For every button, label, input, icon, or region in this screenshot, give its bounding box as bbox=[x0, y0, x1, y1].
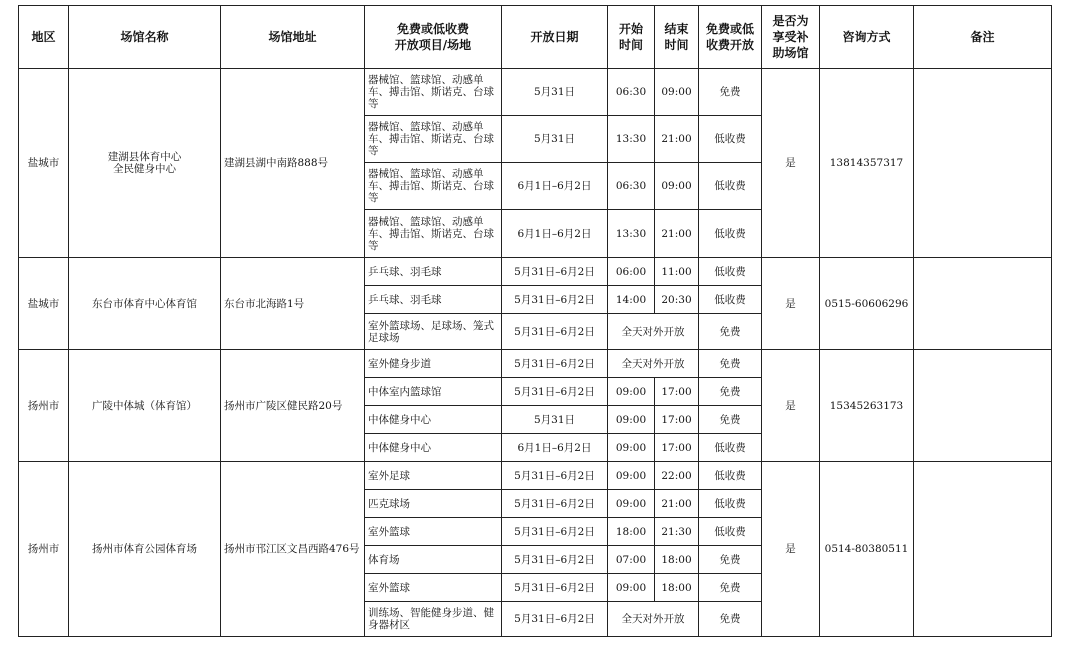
fee-type-cell: 免费 bbox=[699, 350, 762, 378]
region-cell: 扬州市 bbox=[19, 350, 69, 462]
end-time-cell: 18:00 bbox=[655, 546, 699, 574]
open-item-cell: 室外健身步道 bbox=[365, 350, 502, 378]
fee-type-cell: 免费 bbox=[699, 574, 762, 602]
subsidized-cell: 是 bbox=[762, 258, 820, 350]
header-subsidized-line2: 享受补 bbox=[772, 30, 809, 44]
venue-address-cell: 扬州市邗江区文昌西路476号 bbox=[221, 462, 365, 637]
table-row bbox=[19, 258, 1052, 286]
header-venue-name-label: 场馆名称 bbox=[120, 30, 169, 44]
open-item-cell: 中体健身中心 bbox=[365, 434, 502, 462]
header-region bbox=[19, 6, 69, 69]
header-start-time-line1: 开始 bbox=[618, 22, 643, 36]
open-item-cell: 室外足球 bbox=[365, 462, 502, 490]
fee-type-cell: 免费 bbox=[699, 546, 762, 574]
end-time-cell: 22:00 bbox=[655, 462, 699, 490]
header-region-label: 地区 bbox=[31, 30, 56, 44]
header-contact-label: 咨询方式 bbox=[842, 30, 891, 44]
end-time-cell: 09:00 bbox=[655, 163, 699, 210]
open-date-cell: 5月31日–6月2日 bbox=[502, 286, 608, 314]
region-cell: 盐城市 bbox=[19, 69, 69, 258]
open-date-cell: 5月31日–6月2日 bbox=[502, 258, 608, 286]
fee-type-cell: 低收费 bbox=[699, 518, 762, 546]
open-item-cell: 训练场、智能健身步道、健身器材区 bbox=[365, 602, 502, 637]
open-item-cell: 器械馆、篮球馆、动感单车、搏击馆、斯诺克、台球等 bbox=[365, 210, 502, 258]
open-item-cell: 乒乓球、羽毛球 bbox=[365, 258, 502, 286]
open-date-cell: 5月31日–6月2日 bbox=[502, 602, 608, 637]
venue-name-cell: 东台市体育中心体育馆 bbox=[69, 258, 221, 350]
open-date-cell: 5月31日–6月2日 bbox=[502, 546, 608, 574]
fee-type-cell: 低收费 bbox=[699, 116, 762, 163]
end-time-cell: 21:30 bbox=[655, 518, 699, 546]
header-start-time bbox=[608, 6, 655, 69]
open-item-cell: 室外篮球场、足球场、笼式足球场 bbox=[365, 314, 502, 350]
start-time-cell: 06:00 bbox=[608, 258, 655, 286]
fee-type-cell: 低收费 bbox=[699, 163, 762, 210]
start-time-cell: 06:30 bbox=[608, 163, 655, 210]
open-item-cell: 室外篮球 bbox=[365, 574, 502, 602]
open-date-cell: 5月31日 bbox=[502, 406, 608, 434]
end-time-cell: 17:00 bbox=[655, 406, 699, 434]
header-fee-type-line1: 免费或低 bbox=[705, 22, 754, 36]
fee-type-cell: 免费 bbox=[699, 378, 762, 406]
open-date-cell: 5月31日–6月2日 bbox=[502, 378, 608, 406]
fee-type-cell: 低收费 bbox=[699, 434, 762, 462]
open-date-cell: 5月31日 bbox=[502, 69, 608, 116]
open-date-cell: 5月31日–6月2日 bbox=[502, 350, 608, 378]
all-day-cell: 全天对外开放 bbox=[608, 602, 699, 637]
open-date-cell: 5月31日–6月2日 bbox=[502, 314, 608, 350]
header-venue-address bbox=[221, 6, 365, 69]
venue-name-cell: 建湖县体育中心 全民健身中心 bbox=[69, 69, 221, 258]
fee-type-cell: 低收费 bbox=[699, 286, 762, 314]
open-item-cell: 乒乓球、羽毛球 bbox=[365, 286, 502, 314]
region-cell: 盐城市 bbox=[19, 258, 69, 350]
subsidized-cell: 是 bbox=[762, 462, 820, 637]
end-time-cell: 21:00 bbox=[655, 210, 699, 258]
start-time-cell: 09:00 bbox=[608, 490, 655, 518]
open-item-cell: 匹克球场 bbox=[365, 490, 502, 518]
header-open-items-line2: 开放项目/场地 bbox=[394, 38, 472, 52]
contact-cell: 15345263173 bbox=[820, 350, 914, 462]
header-venue-address-label: 场馆地址 bbox=[268, 30, 317, 44]
table-row bbox=[19, 350, 1052, 378]
end-time-cell: 20:30 bbox=[655, 286, 699, 314]
end-time-cell: 21:00 bbox=[655, 116, 699, 163]
venue-address-cell: 东台市北海路1号 bbox=[221, 258, 365, 350]
fee-type-cell: 低收费 bbox=[699, 210, 762, 258]
open-item-cell: 室外篮球 bbox=[365, 518, 502, 546]
venue-opening-table bbox=[18, 5, 1052, 637]
start-time-cell: 18:00 bbox=[608, 518, 655, 546]
start-time-cell: 13:30 bbox=[608, 210, 655, 258]
open-date-cell: 5月31日–6月2日 bbox=[502, 518, 608, 546]
open-date-cell: 5月31日–6月2日 bbox=[502, 490, 608, 518]
open-date-cell: 6月1日–6月2日 bbox=[502, 434, 608, 462]
note-cell bbox=[914, 69, 1052, 258]
header-open-date bbox=[502, 6, 608, 69]
open-date-cell: 6月1日–6月2日 bbox=[502, 163, 608, 210]
header-note-label: 备注 bbox=[970, 30, 995, 44]
start-time-cell: 07:00 bbox=[608, 546, 655, 574]
header-subsidized bbox=[762, 6, 820, 69]
note-cell bbox=[914, 258, 1052, 350]
open-item-cell: 器械馆、篮球馆、动感单车、搏击馆、斯诺克、台球等 bbox=[365, 163, 502, 210]
start-time-cell: 13:30 bbox=[608, 116, 655, 163]
open-item-cell: 器械馆、篮球馆、动感单车、搏击馆、斯诺克、台球等 bbox=[365, 69, 502, 116]
note-cell bbox=[914, 462, 1052, 637]
start-time-cell: 09:00 bbox=[608, 378, 655, 406]
table-row bbox=[19, 69, 1052, 116]
header-fee-type-line2: 收费开放 bbox=[705, 38, 754, 52]
table-row bbox=[19, 462, 1052, 490]
contact-cell: 13814357317 bbox=[820, 69, 914, 258]
fee-type-cell: 免费 bbox=[699, 69, 762, 116]
open-item-cell: 器械馆、篮球馆、动感单车、搏击馆、斯诺克、台球等 bbox=[365, 116, 502, 163]
table-header-row bbox=[19, 6, 1052, 69]
table-body bbox=[19, 69, 1052, 637]
header-note bbox=[914, 6, 1052, 69]
header-end-time-line2: 时间 bbox=[664, 38, 689, 52]
start-time-cell: 09:00 bbox=[608, 462, 655, 490]
subsidized-cell: 是 bbox=[762, 350, 820, 462]
open-date-cell: 5月31日 bbox=[502, 116, 608, 163]
end-time-cell: 18:00 bbox=[655, 574, 699, 602]
start-time-cell: 09:00 bbox=[608, 406, 655, 434]
open-date-cell: 6月1日–6月2日 bbox=[502, 210, 608, 258]
fee-type-cell: 低收费 bbox=[699, 462, 762, 490]
start-time-cell: 06:30 bbox=[608, 69, 655, 116]
open-date-cell: 5月31日–6月2日 bbox=[502, 574, 608, 602]
note-cell bbox=[914, 350, 1052, 462]
end-time-cell: 21:00 bbox=[655, 490, 699, 518]
open-item-cell: 中体室内篮球馆 bbox=[365, 378, 502, 406]
header-end-time bbox=[655, 6, 699, 69]
fee-type-cell: 低收费 bbox=[699, 490, 762, 518]
header-contact bbox=[820, 6, 914, 69]
open-item-cell: 体育场 bbox=[365, 546, 502, 574]
header-subsidized-line1: 是否为 bbox=[772, 14, 809, 28]
open-date-cell: 5月31日–6月2日 bbox=[502, 462, 608, 490]
venue-address-cell: 扬州市广陵区健民路20号 bbox=[221, 350, 365, 462]
header-open-items bbox=[365, 6, 502, 69]
fee-type-cell: 免费 bbox=[699, 406, 762, 434]
header-venue-name bbox=[69, 6, 221, 69]
header-open-items-line1: 免费或低收费 bbox=[396, 22, 469, 36]
fee-type-cell: 低收费 bbox=[699, 258, 762, 286]
fee-type-cell: 免费 bbox=[699, 602, 762, 637]
end-time-cell: 17:00 bbox=[655, 434, 699, 462]
end-time-cell: 17:00 bbox=[655, 378, 699, 406]
venue-address-cell: 建湖县湖中南路888号 bbox=[221, 69, 365, 258]
start-time-cell: 09:00 bbox=[608, 434, 655, 462]
all-day-cell: 全天对外开放 bbox=[608, 314, 699, 350]
region-cell: 扬州市 bbox=[19, 462, 69, 637]
end-time-cell: 09:00 bbox=[655, 69, 699, 116]
venue-name-cell: 广陵中体城（体育馆） bbox=[69, 350, 221, 462]
header-subsidized-line3: 助场馆 bbox=[772, 46, 809, 60]
header-open-date-label: 开放日期 bbox=[530, 30, 579, 44]
start-time-cell: 09:00 bbox=[608, 574, 655, 602]
header-fee-type bbox=[699, 6, 762, 69]
all-day-cell: 全天对外开放 bbox=[608, 350, 699, 378]
header-end-time-line1: 结束 bbox=[664, 22, 689, 36]
fee-type-cell: 免费 bbox=[699, 314, 762, 350]
venue-name-cell: 扬州市体育公园体育场 bbox=[69, 462, 221, 637]
contact-cell: 0515-60606296 bbox=[820, 258, 914, 350]
start-time-cell: 14:00 bbox=[608, 286, 655, 314]
header-start-time-line2: 时间 bbox=[618, 38, 643, 52]
open-item-cell: 中体健身中心 bbox=[365, 406, 502, 434]
end-time-cell: 11:00 bbox=[655, 258, 699, 286]
subsidized-cell: 是 bbox=[762, 69, 820, 258]
contact-cell: 0514-80380511 bbox=[820, 462, 914, 637]
